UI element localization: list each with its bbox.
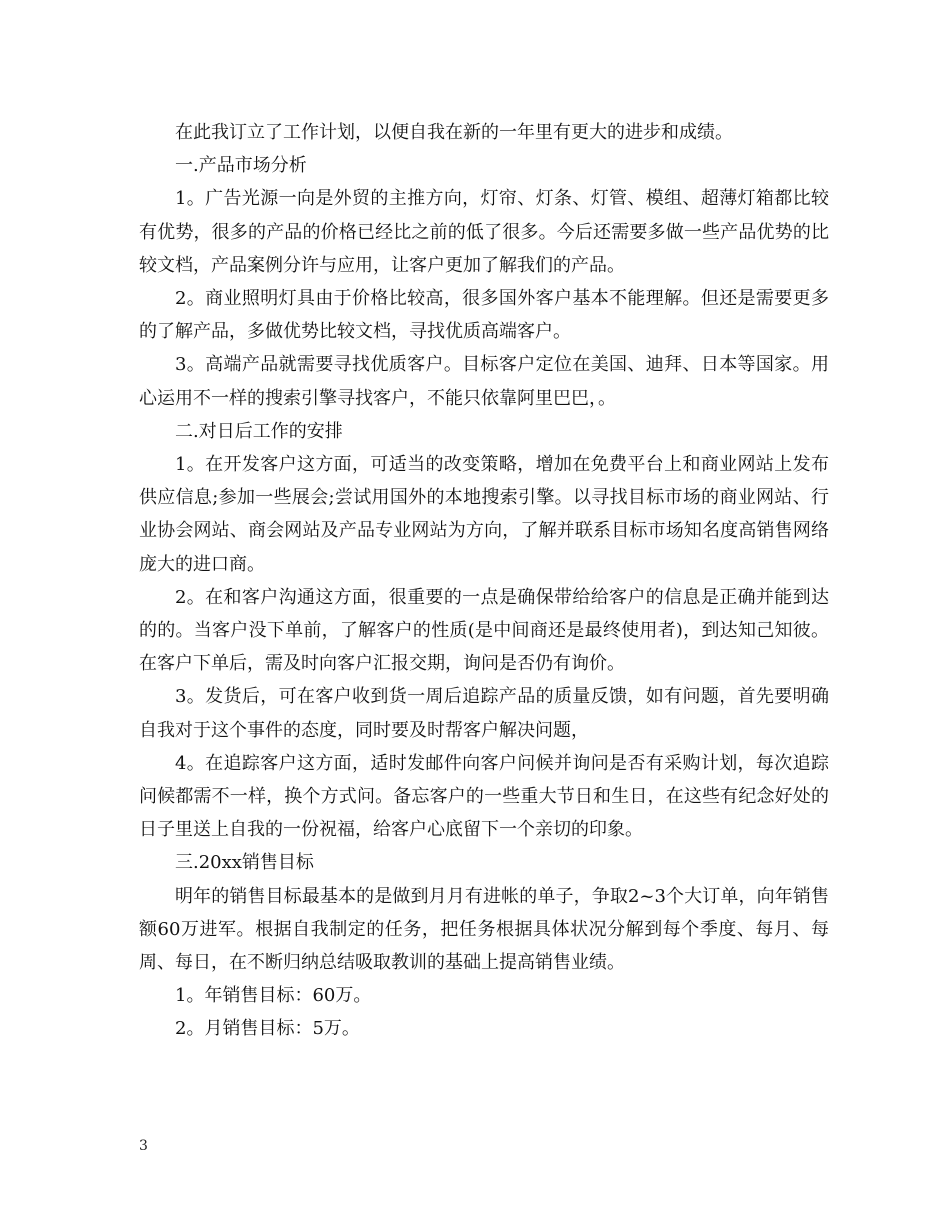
page-number: 3 [139, 1138, 148, 1154]
market-item-2: 2。商业照明灯具由于价格比较高，很多国外客户基本不能理解。但还是需要更多的了解产品，多做优势比较文档，寻找优质高端客户。 [139, 288, 829, 343]
market-item-1: 1。广告光源一向是外贸的主推方向，灯帘、灯条、灯管、模组、超薄灯箱都比较有优势，很多的产品的价格已经比之前的低了很多。今后还需要多做一些产品优势的比较文档，产品案例分许与应用，让客户更加了解我们的产品。 [139, 188, 829, 276]
arrangement-item-4: 4。在追踪客户这方面，适时发邮件向客户问候并询问是否有采购计划，每次追踪问候都需不一样，换个方式问。备忘客户的一些重大节日和生日，在这些有纪念好处的日子里送上自我的一份祝福，给客户心底留下一个亲切的印象。 [139, 752, 829, 841]
intro-paragraph: 在此我订立了工作计划，以便自我在新的一年里有更大的进步和成绩。 [175, 122, 733, 143]
section-heading-market-analysis: 一.产品市场分析 [175, 155, 307, 177]
sales-target-paragraph: 明年的销售目标最基本的是做到月月有进帐的单子，争取2~3个大订单，向年销售额60万进军。根据自我制定的任务，把任务根据具体状况分解到每个季度、每月、每周、每日，在不断归纳总结吸取教训的基础上提高销售业绩。 [139, 885, 829, 974]
arrangement-item-1: 1。在开发客户这方面，可适当的改变策略，增加在免费平台上和商业网站上发布供应信息;参加一些展会;尝试用国外的本地搜索引擎。以寻找目标市场的商业网站、行业协会网站、商会网站及产品专业网站为方向，了解并联系目标市场知名度高销售网络庞大的进口商。 [139, 454, 829, 575]
section-heading-work-arrangement: 二.对日后工作的安排 [175, 420, 343, 442]
monthly-sales-target: 2。月销售目标：5万。 [175, 1018, 360, 1040]
arrangement-item-3: 3。发货后，可在客户收到货一周后追踪产品的质量反馈，如有问题，首先要明确自我对于这个事件的态度，同时要及时帮客户解决问题， [139, 686, 829, 741]
market-item-3: 3。高端产品就需要寻找优质客户。目标客户定位在美国、迪拜、日本等国家。用心运用不一样的搜索引擎寻找客户，不能只依靠阿里巴巴，。 [139, 354, 829, 409]
section-heading-sales-target: 三.20xx销售目标 [175, 852, 314, 874]
annual-sales-target: 1。年销售目标：60万。 [175, 985, 372, 1007]
document-body [139, 116, 829, 1046]
arrangement-item-2: 2。在和客户沟通这方面，很重要的一点是确保带给给客户的信息是正确并能到达的的。当客户没下单前，了解客户的性质(是中间商还是最终使用者)，到达知己知彼。在客户下单后，需及时向客户汇报交期，询问是否仍有询价。 [139, 586, 829, 675]
